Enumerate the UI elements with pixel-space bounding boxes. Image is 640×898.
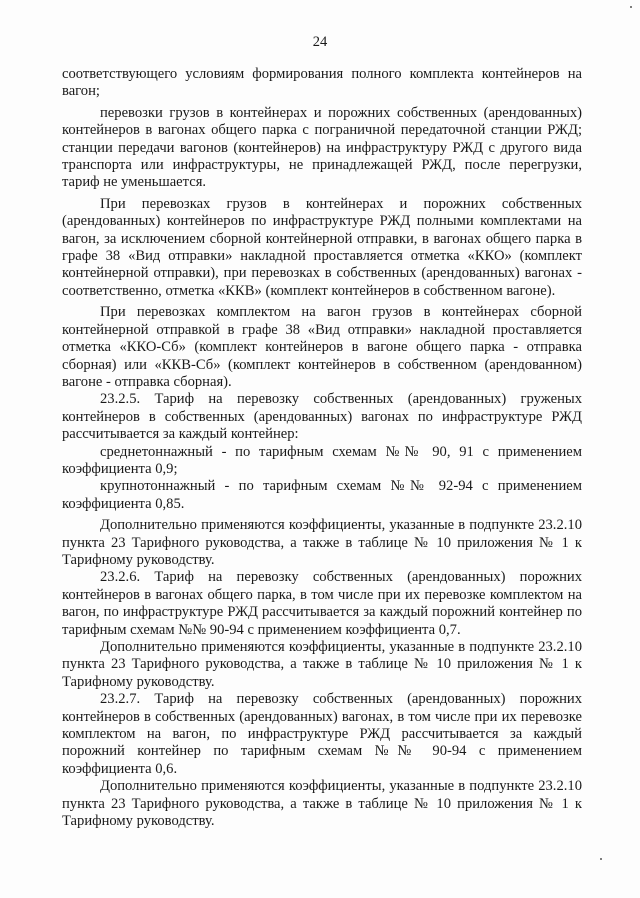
paragraph: перевозки грузов в контейнерах и порожних собственных (арендованных) контейнеров в вагонах общего парка с пограничной передаточной станции РЖД; станции передачи вагонов (контейнеров) на инфраструктуру РЖД с другого вида транспорта или инфраструктуры, не принадлежащей РЖД, после перегрузки, тариф не уменьшается. (62, 104, 582, 191)
paragraph: 23.2.7. Тариф на перевозку собственных (арендованных) порожних контейнеров в собственных (арендованных) вагонах, в том числе при их перевозке комплектом на вагон, по инфраструктуре РЖД рассчитывается за каждый порожний контейнер по тарифным схемам №№ 90-94 с применением коэффициента 0,6. (62, 691, 582, 777)
scan-speck (630, 6, 632, 8)
paragraph: крупнотоннажный - по тарифным схемам №№ 92-94 с применением коэффициента 0,85. (62, 478, 582, 512)
paragraph: Дополнительно применяются коэффициенты, указанные в подпункте 23.2.10 пункта 23 Тарифного руководства, а также в таблице № 10 приложения № 1 к Тарифному руководству. (62, 778, 582, 830)
paragraph: 23.2.5. Тариф на перевозку собственных (арендованных) груженых контейнеров в собственных (арендованных) вагонах по инфраструктуре РЖД рассчитывается за каждый контейнер: (62, 391, 582, 443)
document-body (62, 66, 582, 830)
paragraph: среднетоннажный - по тарифным схемам №№ 90, 91 с применением коэффициента 0,9; (62, 443, 582, 477)
paragraph: соответствующего условиям формирования полного комплекта контейнеров на вагон; (62, 66, 582, 100)
scan-speck (600, 858, 602, 860)
paragraph: При перевозках комплектом на вагон грузов в контейнерах сборной контейнерной отправкой в графе 38 «Вид отправки» накладной проставляется отметка «ККО-Сб» (комплект контейнеров в вагоне общего парка - отправка сборная) или «ККВ-Сб» (комплект контейнеров в собственном (арендованном) вагоне - отправка сборная). (62, 304, 582, 390)
paragraph: Дополнительно применяются коэффициенты, указанные в подпункте 23.2.10 пункта 23 Тарифного руководства, а также в таблице № 10 приложения № 1 к Тарифному руководству. (62, 639, 582, 690)
paragraph: Дополнительно применяются коэффициенты, указанные в подпункте 23.2.10 пункта 23 Тарифного руководства, а также в таблице № 10 приложения № 1 к Тарифному руководству. (62, 517, 582, 568)
paragraph: 23.2.6. Тариф на перевозку собственных (арендованных) порожних контейнеров в вагонах общего парка, в том числе при их перевозке комплектом на вагон, по инфраструктуре РЖД рассчитывается за каждый порожний контейнер по тарифным схемам №№ 90-94 с применением коэффициента 0,7. (62, 569, 582, 638)
paragraph: При перевозках грузов в контейнерах и порожних собственных (арендованных) контейнеров по инфраструктуре РЖД полными комплектами на вагон, за исключением сборной контейнерной отправки, в вагонах общего парка в графе 38 «Вид отправки» накладной проставляется отметка «ККО» (комплект контейнерной отправки), при перевозках в собственных (арендованных) вагонах - соответственно, отметка «ККВ» (комплект контейнеров в собственном вагоне). (62, 195, 582, 299)
page-number: 24 (312, 34, 328, 50)
